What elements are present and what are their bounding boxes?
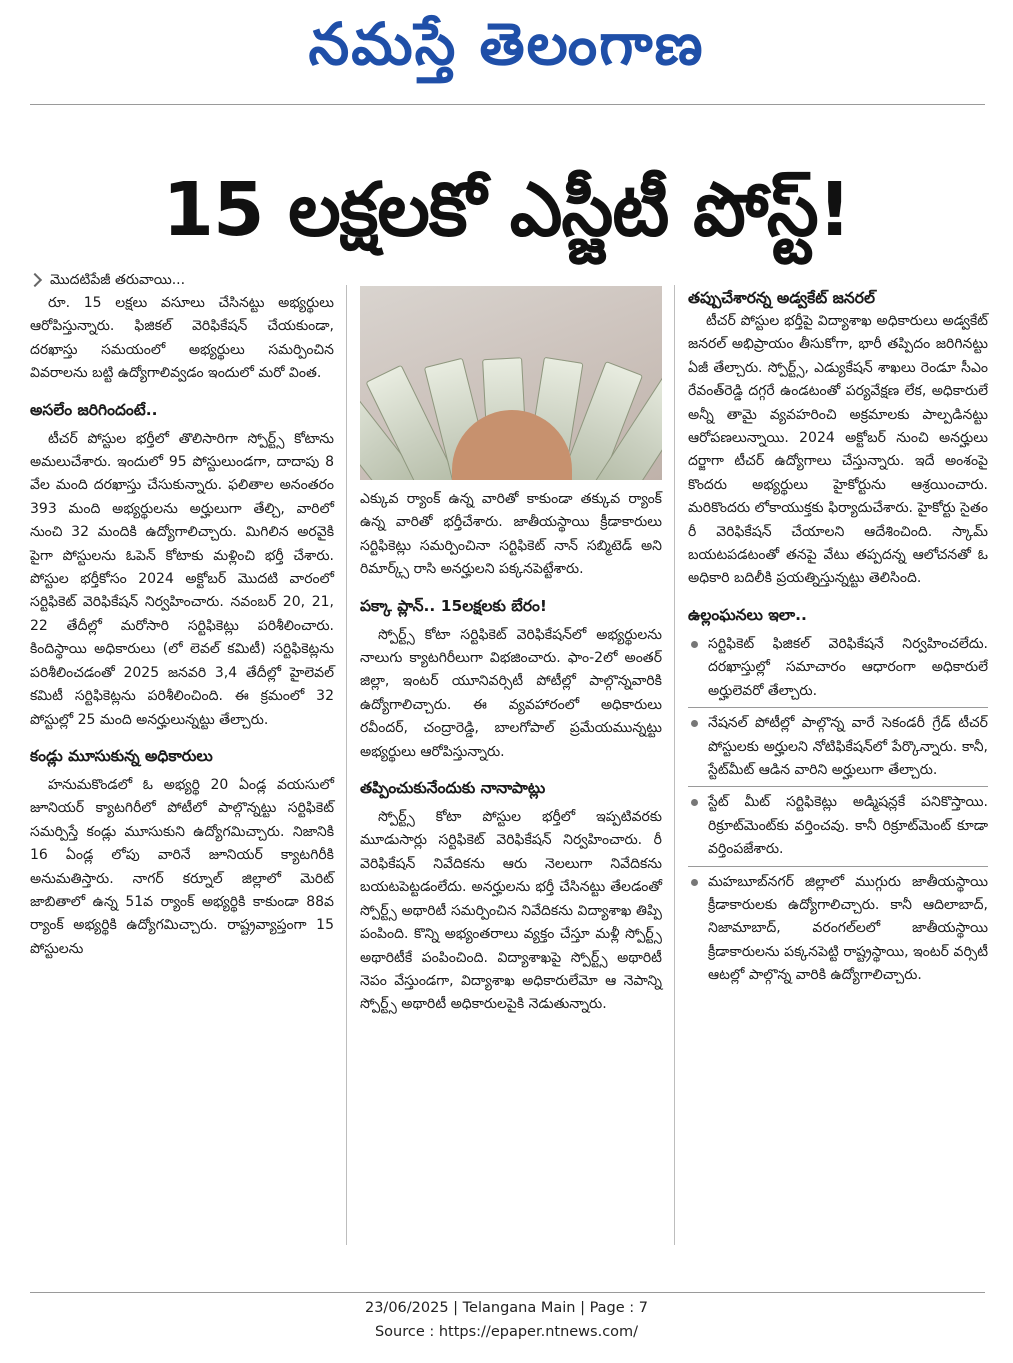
headline: 15 లక్షలకో ఎస్జీటీ పోస్ట్!: [162, 167, 851, 253]
continued-from-page: [30, 268, 334, 292]
masthead-logo: నమస్తే తెలంగాణ: [308, 10, 705, 78]
article-column-3: [688, 286, 988, 988]
paragraph-officials: హనుమకొండలో ఓ అభ్యర్థి 20 ఏండ్ల వయసులో జూనియర్ క్యాటగిరీలో పోటీలో పాల్గొన్నట్టు సర్టిఫికెట్ సమర్పిస్తే కండ్లు మూసుకుని ఉద్యోగమిచ్చారు. నిజానికి 16 ఏండ్ల లోపు వారినే జూనియర్ క్యాటగిరీకి అనుమతిస్తారు. నాగర్ కర్నూల్ జిల్లాలో మెరిట్ జాబితాలో ఉన్న 51వ ర్యాంక్ అభ్యర్థికి కాకుండా 88వ ర్యాంక్ అభ్యర్థికి ఉద్యోగమిచ్చారు. రాష్ట్రవ్యాప్తంగా 15 పోస్టులను: [30, 776, 334, 957]
subheading-plan: పక్కా ప్లాన్.. 15లక్షలకు బేరం!: [360, 596, 547, 615]
article-column-1: [30, 268, 334, 961]
paragraph-advocate-general: టీచర్ పోస్టుల భర్తీపై విద్యాశాఖ అధికారులు అడ్వకేట్ జనరల్ అభిప్రాయం తీసుకోగా, భారీ తప్పిదం జరిగినట్టు ఏజీ తేల్చారు. స్పోర్ట్స్, ఎడ్యుకేషన్ శాఖలు రెండూ సీఎం రేవంత్‌రెడ్డి దగ్గరే ఉండటంతో పర్యవేక్షణ లేక, అధికారులే అన్నీ తామై వ్యవహరించి అక్రమాలకు పాల్పడినట్టు ఆరోపణలున్నాయి. 2024 అక్టోబర్ నుంచి అనర్హులు దర్జాగా టీచర్ ఉద్యోగాలు చేస్తున్నారు. ఇదే అంశంపై కొందరు అభ్యర్థులు హైకోర్టును ఆశ్రయించారు. మరికొందరు లోకాయుక్తకు ఫిర్యాదుచేశారు. హైకోర్టు సైతం రీ వెరిఫికేషన్ చేయాలని ఆదేశించింది. స్కామ్ బయటపడటంతో తనపై వేటు తప్పదన్న ఆలోచనతో ఓ అధికారి బదిలీకి ప్రయత్నిస్తున్నట్టు తెలిసింది.: [688, 313, 988, 587]
paragraph-rank: ఎక్కువ ర్యాంక్ ఉన్న వారితో కాకుండా తక్కువ ర్యాంక్ ఉన్న వారితో భర్తీచేశారు. జాతీయస్థాయి క్రీడాకారులు సర్టిఫికెట్లు సమర్పించినా సర్టిఫికెట్ నాన్ సబ్మిటెడ్ అని రిమార్క్స్ రాసి అనర్హులని పక్కనపెట్టేశారు.: [360, 491, 662, 578]
subheading-escape: తప్పించుకునేందుకు నానాపాట్లు: [360, 779, 546, 798]
list-item: స్టేట్ మీట్ సర్టిఫికెట్లు అడ్మిషన్లకే పనికొస్తాయి. రిక్రూట్‌మెంట్‌కు వర్తించవు. కానీ రిక్రూట్‌మెంట్ కూడా వర్తింపజేశారు.: [688, 791, 988, 861]
paragraph-escape: స్పోర్ట్స్ కోటా పోస్టుల భర్తీలో ఇప్పటివరకు మూడుసార్లు సర్టిఫికెట్ వెరిఫికేషన్ నిర్వహించారు. రీ వెరిఫికేషన్ నివేదికను ఆరు నెలలుగా నివేదికను బయటపెట్టడంలేదు. అనర్హులను భర్తీ చేసినట్టు తేలడంతో స్పోర్ట్స్ అథారిటీ సమర్పించిన నివేదికను విద్యాశాఖ తిప్పి పంపింది. కొన్ని అభ్యంతరాలు వ్యక్తం చేస్తూ మళ్లీ స్పోర్ట్స్ అథారిటీకే పంపించింది. విద్యాశాఖపై స్పోర్ట్స్ అథారిటీ నెపం వేస్తుండగా, విద్యాశాఖ అధికారులేమో ఆ నెపాన్ని స్పోర్ట్స్ అథారిటీ అధికారులపైకి నెడుతున్నారు.: [360, 809, 662, 1013]
footer-date-line: 23/06/2025 | Telangana Main | Page : 7: [364, 1300, 649, 1316]
masthead-rule: [30, 104, 985, 105]
intro-paragraph: రూ. 15 లక్షలు వసూలు చేసినట్టు అభ్యర్థులు ఆరోపిస్తున్నారు. ఫిజికల్ వెరిఫికేషన్ చేయకుండా, దరఖాస్తు సమయంలో అభ్యర్థులు సమర్పించిన వివరాలను బట్టి ఉద్యోగాలివ్వడం ఇందులో మరో వింత.: [30, 295, 334, 382]
paragraph-plan: స్పోర్ట్స్ కోటా సర్టిఫికెట్ వెరిఫికేషన్‌లో అభ్యర్థులను నాలుగు క్యాటగిరీలుగా విభజించారు. ఫాం-2లో అంతర్ జిల్లా, ఇంటర్ యూనివర్సిటీ పోటీల్లో పాల్గొన్నవారికి ఉద్యోగాలిచ్చారు. ఈ వ్యవహారంలో అధికారులు రవీందర్, చంద్రారెడ్డి, బాలగోపాల్ ప్రమేయమున్నట్టు అభ్యర్థులు ఆరోపిస్తున్నారు.: [360, 626, 662, 760]
article-column-2: [360, 286, 662, 1017]
violations-list: [688, 633, 988, 988]
chevron-right-icon: [28, 273, 42, 287]
list-item: నేషనల్ పోటీల్లో పాల్గొన్న వారే సెకండరీ గ్రేడ్ టీచర్ పోస్టులకు అర్హులని నోటిఫికేషన్‌లో పేర్కొన్నారు. కానీ, స్టేట్‌మీట్ ఆడిన వారిని అర్హులుగా తేల్చారు.: [688, 712, 988, 782]
footer-source-line: Source : https://epaper.ntnews.com/: [374, 1324, 639, 1340]
footer-rule: [30, 1292, 985, 1293]
currency-notes-photo: [360, 286, 662, 480]
list-item: సర్టిఫికెట్ ఫిజికల్ వెరిఫికేషనే నిర్వహించలేదు. దరఖాస్తుల్లో సమాచారం ఆధారంగా అధికారులే అర్హులెవరో తేల్చారు.: [688, 633, 988, 703]
subheading-violations: ఉల్లంఘనలు ఇలా..: [688, 605, 807, 624]
continued-label: మొదటిపేజీ తరువాయి...: [50, 272, 186, 288]
list-item: మహబూబ్‌నగర్ జిల్లాలో ముగ్గురు జాతీయస్థాయి క్రీడాకారులకు ఉద్యోగాలిచ్చారు. కానీ ఆదిలాబాద్, నిజామాబాద్, వరంగల్‌లలో జాతీయస్థాయి క్రీడాకారులను పక్కనపెట్టి రాష్ట్రస్థాయి, ఇంటర్ వర్సిటీ ఆటల్లో పాల్గొన్న వారికి ఉద్యోగాలిచ్చారు.: [688, 871, 988, 988]
column-divider: [674, 285, 675, 1245]
column-divider: [346, 285, 347, 1245]
subheading-what-happened: అసలేం జరిగిందంటే..: [30, 400, 158, 419]
subheading-advocate-general: తప్పుచేశారన్న అడ్వకేట్ జనరల్: [688, 289, 875, 307]
paragraph-what-happened: టీచర్ పోస్టుల భర్తీలో తొలిసారిగా స్పోర్ట్స్ కోటాను అమలుచేశారు. ఇందులో 95 పోస్టులుండగా, దాదాపు 8 వేల మంది దరఖాస్తు చేసుకున్నారు. ఫలితాల అనంతరం 393 మంది అభ్యర్థులను అర్హులుగా తేల్చి, వారిలో నుంచి 32 మందికి ఉద్యోగాలిచ్చారు. మిగిలిన అరవైకి పైగా పోస్టులను ఓపెన్ కోటాకు మళ్లించి భర్తీ చేశారు. పోస్టుల భర్తీకోసం 2024 అక్టోబర్ మొదటి వారంలో సర్టిఫికెట్ వెరిఫికేషన్ నిర్వహించారు. నవంబర్ 20, 21, 22 తేదీల్లో మరోసారి సర్టిఫికెట్లు పరిశీలించారు. కిందిస్థాయి అధికారులు (లో లెవల్ కమిటీ) సర్టిఫికెట్లను పరిశీలించడంతో 2025 జనవరి 3,4 తేదీల్లో హైలెవల్ కమిటీ సర్టిఫికెట్లను పరిశీలించింది. ఈ క్రమంలో 32 పోస్టుల్లో 25 మంది అనర్హులున్నట్టు తేల్చారు.: [30, 430, 334, 728]
subheading-officials: కండ్లు మూసుకున్న అధికారులు: [30, 746, 213, 765]
